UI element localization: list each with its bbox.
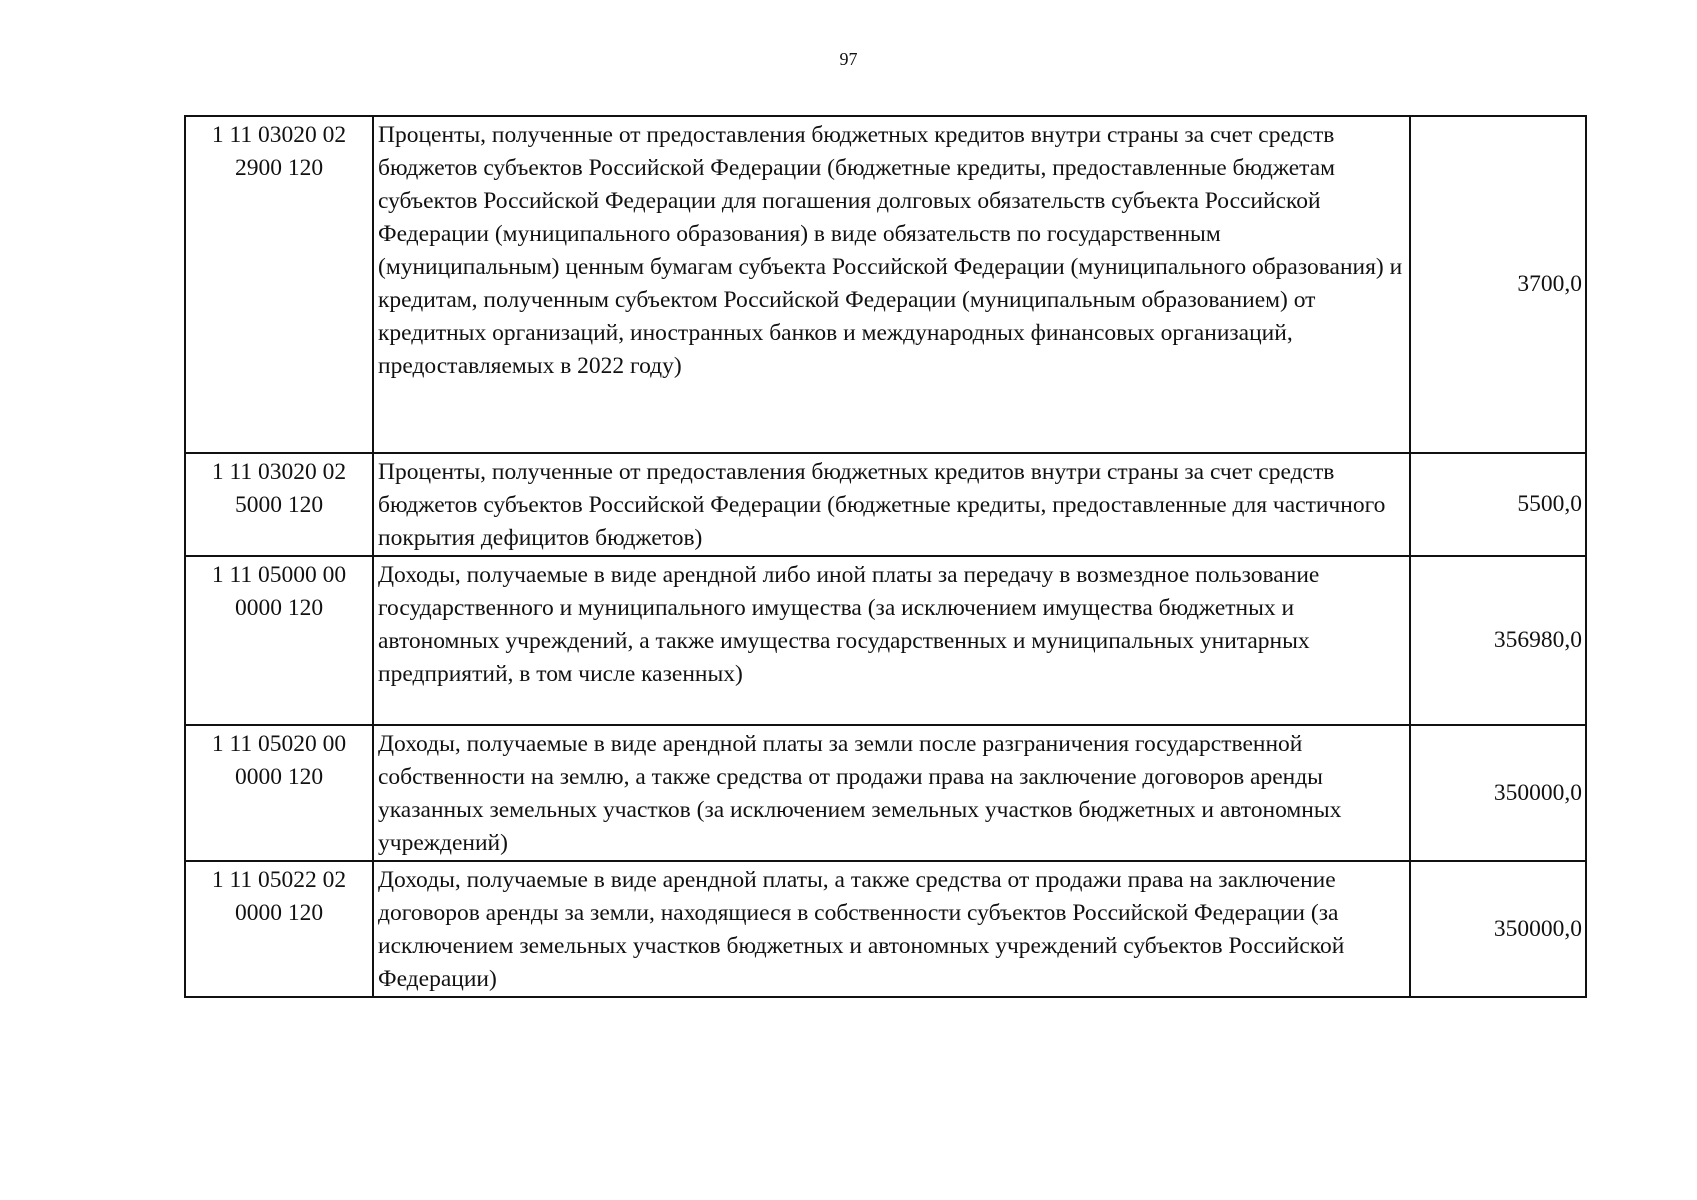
table-row xyxy=(185,556,1586,725)
budget-code-cell xyxy=(185,116,373,453)
description-cell: Доходы, получаемые в виде арендной платы, а также средства от продажи права на заключение договоров аренды за земли, находящиеся в собственности субъектов Российской Федерации (за исключением земельных участков бюджетных и автономных учреждений субъектов Российской Федерации) xyxy=(373,861,1410,997)
budget-code-cell xyxy=(185,725,373,861)
page-number: 97 xyxy=(839,49,858,69)
budget-code-part: 1 11 03020 02 xyxy=(211,122,347,148)
budget-code-part: 5000 120 xyxy=(234,492,324,518)
description-cell: Доходы, получаемые в виде арендной либо иной платы за передачу в возмездное пользование государственного и муниципального имущества (за исключением имущества бюджетных и автономных учреждений, а также имущества государственных и муниципальных унитарных предприятий, в том числе казенных) xyxy=(373,556,1410,725)
budget-code-part: 0000 120 xyxy=(234,764,324,790)
amount-cell: 5500,0 xyxy=(1410,453,1586,556)
description-cell: Проценты, полученные от предоставления бюджетных кредитов внутри страны за счет средств бюджетов субъектов Российской Федерации (бюджетные кредиты, предоставленные бюджетам субъектов Российской Федерации для погашения долговых обязательств субъекта Российской Федерации (муниципального образования) в виде обязательств по государственным (муниципальным) ценным бумагам субъекта Российской Федерации (муниципального образования) и кредитам, полученным субъектом Российской Федерации (муниципальным образованием) от кредитных организаций, иностранных банков и международных финансовых организаций, предоставляемых в 2022 году) xyxy=(373,116,1410,453)
budget-code-cell xyxy=(185,556,373,725)
table-row xyxy=(185,861,1586,997)
description-cell: Доходы, получаемые в виде арендной платы за земли после разграничения государственной собственности на землю, а также средства от продажи права на заключение договоров аренды указанных земельных участков (за исключением земельных участков бюджетных и автономных учреждений) xyxy=(373,725,1410,861)
budget-code-part: 0000 120 xyxy=(234,900,324,926)
amount-cell: 350000,0 xyxy=(1410,861,1586,997)
budget-revenue-table xyxy=(184,115,1587,998)
amount-cell: 3700,0 xyxy=(1410,116,1586,453)
table-row xyxy=(185,116,1586,453)
budget-code-part: 1 11 03020 02 xyxy=(211,459,347,485)
description-cell: Проценты, полученные от предоставления бюджетных кредитов внутри страны за счет средств бюджетов субъектов Российской Федерации (бюджетные кредиты, предоставленные для частичного покрытия дефицитов бюджетов) xyxy=(373,453,1410,556)
table-row xyxy=(185,453,1586,556)
table-row xyxy=(185,725,1586,861)
budget-code-cell xyxy=(185,861,373,997)
budget-code-part: 1 11 05020 00 xyxy=(211,731,347,757)
budget-code-cell xyxy=(185,453,373,556)
amount-cell: 356980,0 xyxy=(1410,556,1586,725)
budget-code-part: 1 11 05000 00 xyxy=(211,562,347,588)
budget-code-part: 2900 120 xyxy=(234,155,324,181)
budget-code-part: 1 11 05022 02 xyxy=(211,867,347,893)
budget-code-part: 0000 120 xyxy=(234,595,324,621)
amount-cell: 350000,0 xyxy=(1410,725,1586,861)
